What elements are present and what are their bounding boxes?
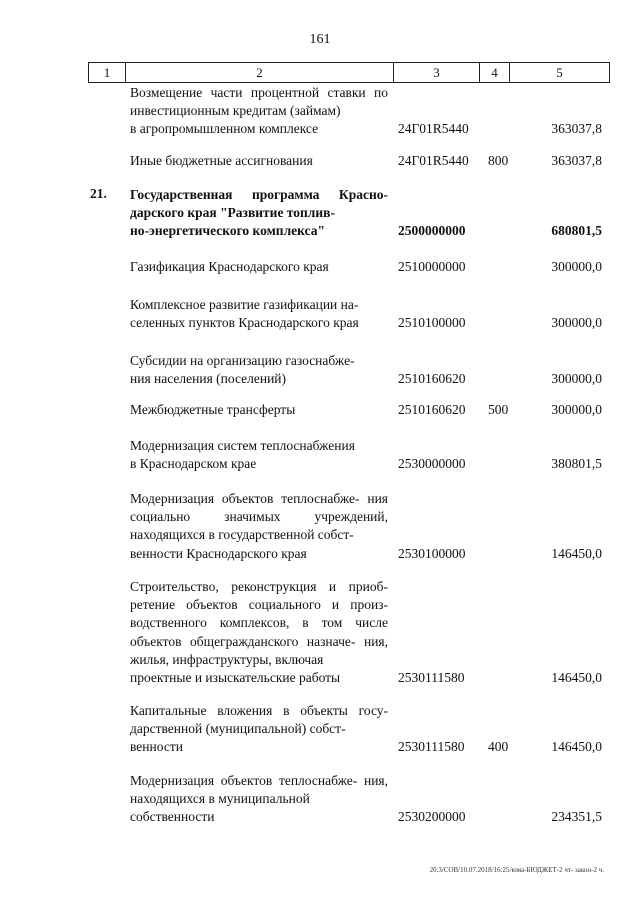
- row-name-line: Субсидии на организацию газоснабже-: [130, 353, 355, 368]
- row-name-line: водственного комплексов, в том числе: [130, 615, 388, 631]
- row-name-line: венности Краснодарского края: [130, 545, 307, 561]
- row-name-line: Модернизация объектов теплоснабже-: [130, 491, 360, 506]
- row-name-line: Модернизация систем теплоснабжения: [130, 438, 355, 453]
- row-name: [130, 296, 388, 332]
- row-name-line: Межбюджетные трансферты: [130, 402, 296, 417]
- row-code: 24Г01R5440: [398, 121, 469, 137]
- row-name-line: венности: [130, 739, 183, 755]
- row-name-line: Возмещение части процентной ставки: [130, 85, 366, 100]
- row-name: [130, 578, 388, 687]
- row-name-line: ния, находящихся в муниципальной: [130, 773, 389, 807]
- row-name-line: дарственной (муниципальной) собст-: [130, 721, 346, 737]
- row-name-line: ния населения (поселений): [130, 371, 287, 387]
- row-name: [130, 772, 388, 827]
- row-amount: 300000,0: [551, 315, 602, 331]
- row-name-line: но-энергетического комплекса": [130, 223, 325, 239]
- row-name-line: находящихся в государственной собст-: [130, 527, 354, 543]
- row-name-line: Строительство, реконструкция и приоб-: [130, 579, 388, 594]
- row-name-line: собственности: [130, 809, 215, 825]
- row-code: 2530200000: [398, 809, 466, 825]
- row-amount: 234351,5: [551, 809, 602, 825]
- row-name: [130, 437, 388, 473]
- row-expense-type: 500: [488, 402, 509, 417]
- row-amount: 363037,8: [551, 153, 602, 168]
- row-amount: 300000,0: [551, 371, 602, 387]
- row-amount: 363037,8: [551, 121, 602, 137]
- header-col-1: 1: [88, 63, 126, 82]
- row-expense-type: 800: [488, 153, 509, 168]
- row-code: 2500000000: [398, 223, 466, 239]
- row-name: [130, 84, 388, 139]
- row-name-line: Газификация Краснодарского края: [130, 259, 329, 274]
- row-name: [130, 702, 388, 757]
- row-code: 2530000000: [398, 456, 466, 472]
- row-name-line: Модернизация объектов теплоснабже-: [130, 773, 358, 788]
- row-number: 21.: [90, 186, 107, 201]
- row-name: [130, 258, 388, 276]
- row-name-line: ретение объектов социального и произ-: [130, 597, 388, 613]
- row-name: [130, 186, 388, 241]
- row-name-line: проектные и изыскательские работы: [130, 670, 341, 686]
- row-name: [130, 352, 388, 388]
- row-name: [130, 490, 388, 563]
- row-name-line: Государственная программа Красно-: [130, 187, 388, 202]
- row-name-line: в агропромышленном комплексе: [130, 121, 319, 137]
- row-name-line: ния социально значимых учреждений,: [130, 491, 389, 525]
- row-name-line: Капитальные вложения в объекты госу-: [130, 703, 388, 718]
- row-amount: 380801,5: [551, 456, 602, 472]
- row-code: 2510160620: [398, 371, 466, 387]
- row-code: 2510000000: [398, 259, 466, 274]
- header-col-2: 2: [126, 63, 394, 82]
- row-code: 2530111580: [398, 670, 465, 685]
- row-name: [130, 401, 388, 419]
- row-amount: 680801,5: [551, 223, 602, 239]
- row-code: 2510100000: [398, 315, 466, 331]
- row-code: 2530100000: [398, 545, 466, 561]
- row-name-line: селенных пунктов Краснодарского края: [130, 315, 359, 331]
- row-name-line: по инвестиционным кредитам (займам): [130, 85, 388, 119]
- footer-stamp: 20.3/СОВ/10.07.2018/16:25/юма-БЮДЖЕТ-2 чт- закон-2 ч.: [429, 866, 604, 874]
- row-name-line: Комплексное развитие газификации на-: [130, 297, 359, 312]
- header-col-3: 3: [394, 63, 480, 82]
- row-code: 2530111580: [398, 739, 465, 755]
- row-amount: 300000,0: [551, 402, 602, 417]
- row-expense-type: 400: [488, 739, 509, 755]
- row-amount: 146450,0: [551, 670, 602, 685]
- row-name-line: дарского края "Развитие топлив-: [130, 205, 335, 221]
- row-name-line: объектов общегражданского назначе-: [130, 633, 356, 649]
- row-code: 2510160620: [398, 402, 466, 417]
- row-name: [130, 152, 388, 170]
- page-number: 161: [309, 32, 331, 47]
- table-header: [88, 62, 610, 83]
- row-name-line: Иные бюджетные ассигнования: [130, 153, 313, 168]
- row-name-line: ния, жилья, инфраструктуры, включая: [130, 633, 389, 667]
- row-amount: 146450,0: [551, 739, 602, 755]
- header-col-5: 5: [510, 63, 610, 82]
- header-col-4: 4: [480, 63, 510, 82]
- row-amount: 146450,0: [551, 545, 602, 561]
- row-code: 24Г01R5440: [398, 153, 469, 168]
- row-name-line: в Краснодарском крае: [130, 456, 257, 472]
- row-amount: 300000,0: [551, 259, 602, 274]
